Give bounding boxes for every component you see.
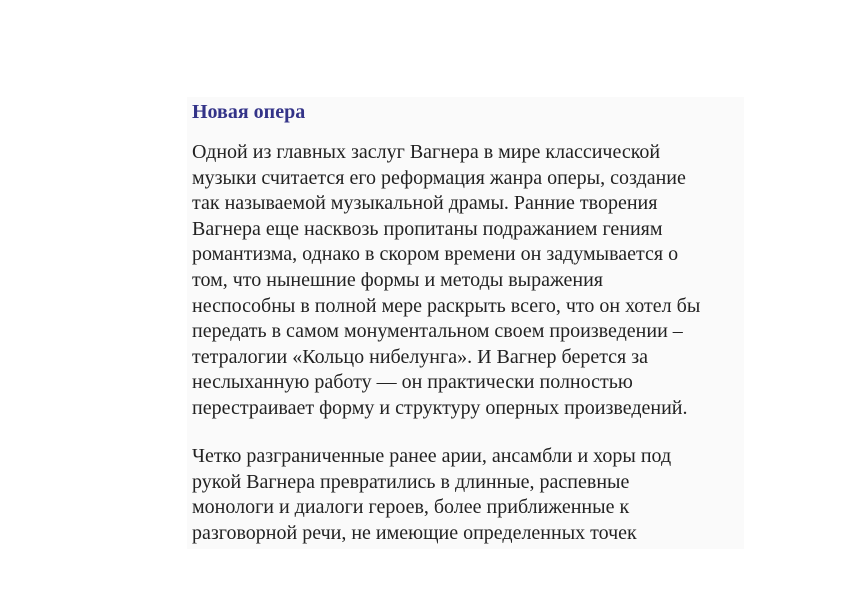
text-line: Одной из главных заслуг Вагнера в мире классической — [192, 141, 661, 163]
text-line: Четко разграниченные ранее арии, ансамбли и хоры под — [192, 445, 672, 467]
text-line: тетралогии «Кольцо нибелунга». И Вагнер берется за — [192, 345, 649, 368]
section-heading: Новая опера — [192, 101, 306, 123]
text-line: неслыханную работу — он практически полностью — [192, 371, 633, 394]
text-line: романтизма, однако в скором времени он задумывается о — [192, 243, 679, 266]
text-line: разговорной речи, не имеющие определенных точек — [192, 521, 637, 544]
paragraph-2 — [192, 444, 671, 546]
paragraph-1 — [192, 140, 700, 422]
text-line: музыки считается его реформация жанра оперы, создание — [192, 166, 686, 189]
text-line: так называемой музыкальной драмы. Ранние творения — [192, 192, 658, 215]
text-line: том, что нынешние формы и методы выражения — [192, 268, 603, 291]
text-line: передать в самом монументальном своем произведении – — [192, 320, 683, 343]
text-line: неспособны в полной мере раскрыть всего, что он хотел бы — [192, 294, 701, 317]
text-line: монологи и диалоги героев, более приближенные к — [192, 496, 630, 519]
text-line: перестраивает форму и структуру оперных произведений. — [192, 396, 688, 419]
content-box — [187, 97, 744, 549]
text-line: рукой Вагнера превратились в длинные, распевные — [192, 470, 630, 493]
text-line: Вагнера еще насквозь пропитаны подражанием гениям — [192, 217, 663, 240]
